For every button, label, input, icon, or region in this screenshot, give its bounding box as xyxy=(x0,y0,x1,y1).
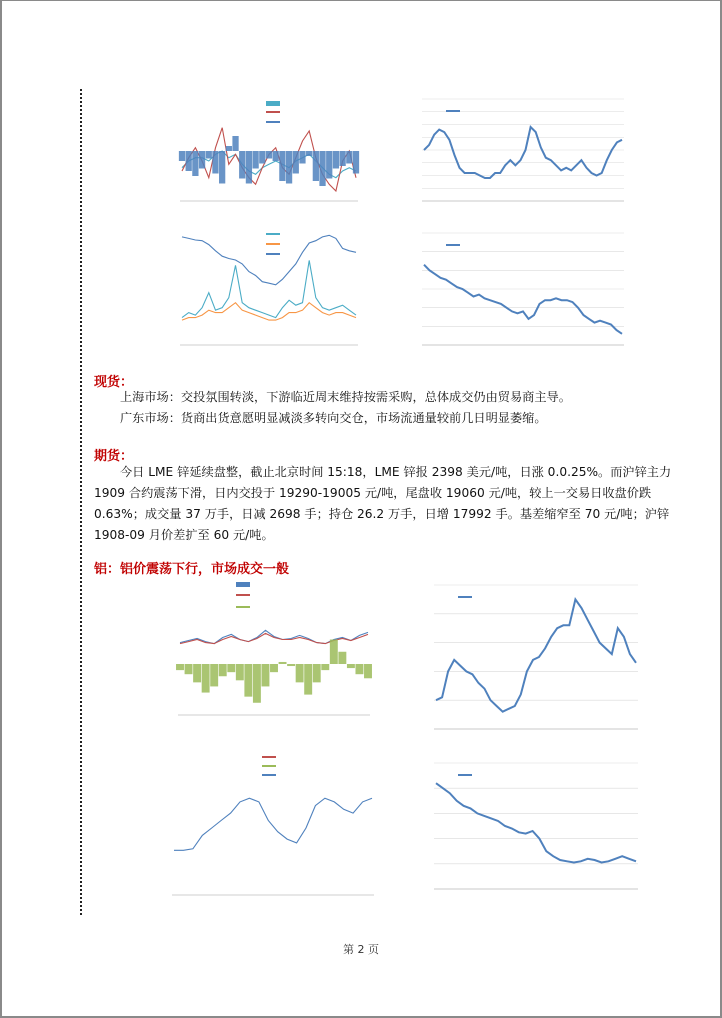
legend-swatch xyxy=(266,121,280,123)
area-bar xyxy=(239,151,245,179)
zinc-ratio-chart xyxy=(152,93,392,221)
area-bar xyxy=(333,151,339,169)
area-bar xyxy=(346,151,352,164)
al-ratio-chart xyxy=(152,579,392,749)
area-bar xyxy=(287,664,295,666)
area-bar xyxy=(270,664,278,672)
area-bar xyxy=(286,151,292,184)
series-line xyxy=(424,127,622,178)
area-bar xyxy=(279,662,287,664)
legend-swatch xyxy=(262,756,276,758)
area-bar xyxy=(306,151,312,156)
area-bar xyxy=(296,664,304,682)
futures-title: 期货： xyxy=(94,449,134,464)
area-bar xyxy=(210,664,218,686)
area-bar xyxy=(347,664,355,668)
area-bar xyxy=(338,652,346,664)
area-bar xyxy=(313,664,321,682)
area-bar xyxy=(202,664,210,693)
series-line xyxy=(424,265,622,334)
area-bar xyxy=(353,151,359,174)
page-number: 第 2 页 xyxy=(343,943,379,956)
area-bar xyxy=(321,664,329,670)
area-bar xyxy=(253,664,261,703)
legend-swatch xyxy=(236,594,250,596)
series-line xyxy=(182,235,356,284)
zinc-social-stock-chart xyxy=(398,93,628,221)
zinc-import-ratio-chart xyxy=(152,227,392,367)
area-bar xyxy=(339,151,345,166)
area-bar xyxy=(193,664,201,682)
futures-paragraph: 今日 LME 锌延续盘整，截止北京时间 15:18，LME 锌报 2398 美元/吨，日涨 0.0.25%。而沪锌主力 1909 合约震荡下滑，日内交投于 19290-19005 元/吨，尾盘收 19060 元/吨，较上一交易日收盘价跌 0.63%；成交量 37 万手，日减 2698 手；持仓 26.2 万手，日增 17992 手。基差缩窄至 70 元/吨；沪锌 1908-09 月价差扩至 60 元/吨。 xyxy=(94,465,672,542)
spot-guangdong: 广东市场：货商出货意愿明显减淡多转向交仓，市场流通量较前几日明显萎缩。 xyxy=(120,411,547,425)
area-bar xyxy=(244,664,252,697)
area-bar xyxy=(232,136,238,151)
legend-swatch xyxy=(266,253,280,255)
area-bar xyxy=(176,664,184,670)
area-bar xyxy=(299,151,305,164)
area-bar xyxy=(319,151,325,186)
area-bar xyxy=(273,151,279,161)
series-line xyxy=(174,798,372,850)
legend-swatch xyxy=(236,606,250,608)
area-bar xyxy=(252,151,258,169)
area-bar xyxy=(186,151,192,171)
al-social-stock-chart xyxy=(406,579,638,739)
area-bar xyxy=(313,151,319,181)
legend-swatch xyxy=(446,110,460,112)
legend-swatch xyxy=(458,596,472,598)
area-bar xyxy=(326,151,332,179)
area-bar xyxy=(355,664,363,674)
legend-swatch xyxy=(266,233,280,235)
area-bar xyxy=(304,664,312,695)
area-bar xyxy=(261,664,269,686)
legend-swatch xyxy=(262,765,276,767)
area-bar xyxy=(330,640,338,664)
area-bar xyxy=(226,146,232,151)
area-bar xyxy=(266,151,272,159)
legend-swatch xyxy=(266,111,280,113)
aluminum-section-title: 铝：铝价震荡下行，市场成交一般 xyxy=(94,562,290,577)
area-bar xyxy=(185,664,193,674)
left-dotted-margin xyxy=(80,89,82,915)
area-bar xyxy=(179,151,185,161)
area-bar xyxy=(279,151,285,181)
legend-swatch xyxy=(446,244,460,246)
al-import-ratio-chart xyxy=(142,757,394,909)
zinc-lme-stock-chart xyxy=(398,227,628,367)
legend-swatch xyxy=(266,243,280,245)
area-bar xyxy=(219,151,225,184)
spot-shanghai: 上海市场：交投氛围转淡，下游临近周末维持按需采购，总体成交仍由贸易商主导。 xyxy=(120,390,571,404)
legend-swatch xyxy=(236,582,250,587)
document-page xyxy=(2,1,720,1016)
area-bar xyxy=(364,664,372,678)
area-bar xyxy=(219,664,227,676)
series-line xyxy=(182,303,356,320)
spot-title: 现货： xyxy=(94,375,134,390)
area-bar xyxy=(192,151,198,176)
series-line xyxy=(436,599,636,711)
legend-swatch xyxy=(266,101,280,106)
area-bar xyxy=(259,151,265,164)
area-bar xyxy=(206,151,212,159)
series-line xyxy=(436,783,636,862)
area-bar xyxy=(212,151,218,174)
area-bar xyxy=(227,664,235,672)
area-bar xyxy=(246,151,252,184)
legend-swatch xyxy=(458,774,472,776)
area-bar xyxy=(236,664,244,680)
area-bar xyxy=(199,151,205,169)
area-bar xyxy=(293,151,299,174)
legend-swatch xyxy=(262,774,276,776)
al-lme-stock-chart xyxy=(406,757,638,907)
series-line xyxy=(182,260,356,317)
